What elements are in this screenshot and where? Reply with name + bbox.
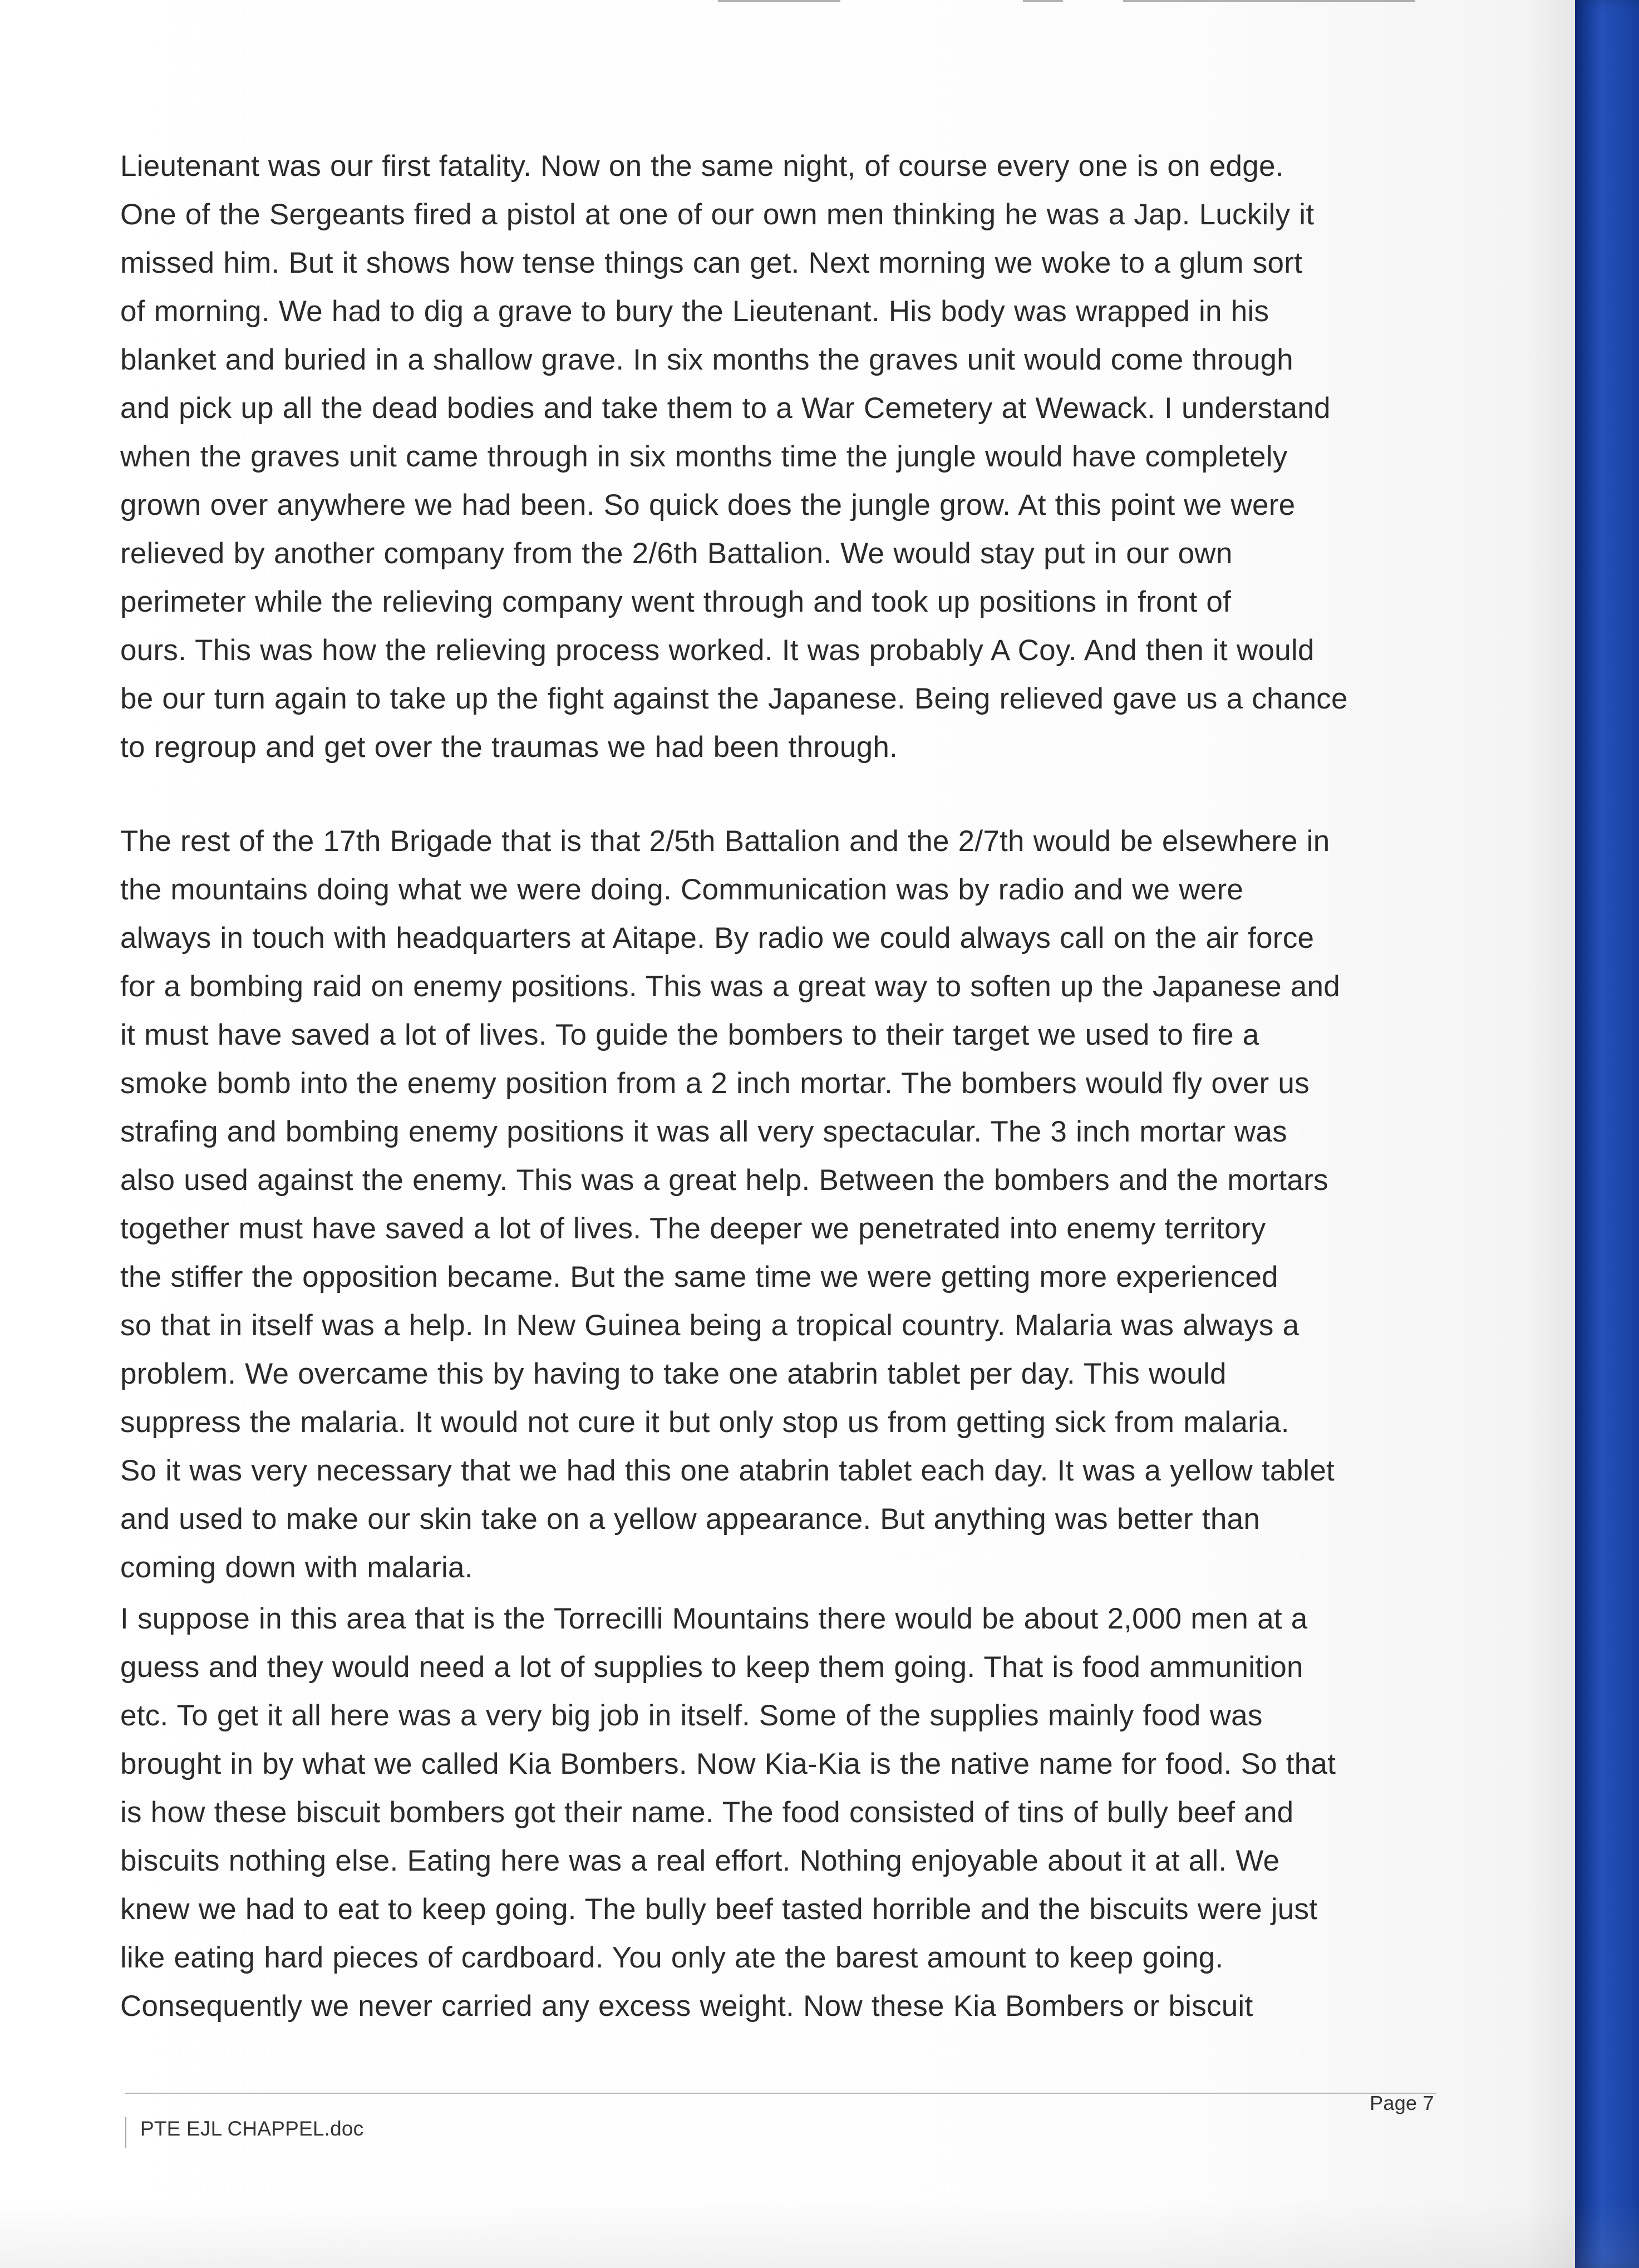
paragraph-3-line-2: guess and they would need a lot of supplies to keep them going. That is food ammunition — [120, 1651, 1303, 1684]
paragraph-2-line-1: The rest of the 17th Brigade that is that 2/5th Battalion and the 2/7th would be elsewhere in — [120, 825, 1330, 858]
paragraph-2-line-11: so that in itself was a help. In New Guinea being a tropical country. Malaria was always a — [120, 1309, 1300, 1342]
paragraph-3-line-8: like eating hard pieces of cardboard. You only ate the barest amount to keep going. — [120, 1941, 1224, 1974]
paragraph-2-line-7: strafing and bombing enemy positions it was all very spectacular. The 3 inch mortar was — [120, 1115, 1287, 1148]
paragraph-3-line-6: biscuits nothing else. Eating here was a real effort. Nothing enjoyable about it at all. We — [120, 1844, 1280, 1877]
paragraph-2-line-5: it must have saved a lot of lives. To guide the bombers to their target we used to fire a — [120, 1019, 1259, 1051]
paragraph-1-line-1: Lieutenant was our first fatality. Now on the same night, of course every one is on edge. — [120, 150, 1284, 183]
scan-artifact-top-left — [718, 0, 840, 2]
paragraph-1-line-3: missed him. But it shows how tense things can get. Next morning we woke to a glum sort — [120, 247, 1303, 279]
paragraph-1-line-5: blanket and buried in a shallow grave. In six months the graves unit would come through — [120, 343, 1293, 376]
paragraph-1-line-12: be our turn again to take up the fight against the Japanese. Being relieved gave us a chance — [120, 682, 1348, 715]
paragraph-3-line-7: knew we had to eat to keep going. The bully beef tasted horrible and the biscuits were just — [120, 1893, 1318, 1926]
binding-shadow — [1525, 0, 1575, 2268]
footer-left-mark — [125, 2117, 126, 2148]
footer-filename: PTE EJL CHAPPEL.doc — [140, 2117, 364, 2140]
paragraph-3-line-1: I suppose in this area that is the Torrecilli Mountains there would be about 2,000 men at a — [120, 1602, 1308, 1635]
paragraph-2-line-12: problem. We overcame this by having to take one atabrin tablet per day. This would — [120, 1357, 1227, 1390]
paragraph-1-line-6: and pick up all the dead bodies and take them to a War Cemetery at Wewack. I understand — [120, 392, 1331, 425]
paragraph-1 — [120, 142, 1434, 771]
paragraph-1-line-11: ours. This was how the relieving process worked. It was probably A Coy. And then it would — [120, 634, 1315, 667]
paragraph-1-line-2: One of the Sergeants fired a pistol at one of our own men thinking he was a Jap. Luckily it — [120, 198, 1315, 231]
paragraph-2-line-13: suppress the malaria. It would not cure it but only stop us from getting sick from malaria. — [120, 1406, 1289, 1439]
paragraph-2-line-8: also used against the enemy. This was a great help. Between the bombers and the mortars — [120, 1164, 1328, 1197]
paragraph-3-line-5: is how these biscuit bombers got their name. The food consisted of tins of bully beef and — [120, 1796, 1294, 1829]
paragraph-2-line-3: always in touch with headquarters at Aitape. By radio we could always call on the air force — [120, 922, 1315, 955]
paragraph-2-line-2: the mountains doing what we were doing. Communication was by radio and we were — [120, 873, 1244, 906]
paragraph-2-line-16: coming down with malaria. — [120, 1551, 473, 1584]
paragraph-1-line-8: grown over anywhere we had been. So quick does the jungle grow. At this point we were — [120, 489, 1296, 522]
paragraph-1-line-13: to regroup and get over the traumas we had been through. — [120, 731, 898, 764]
scan-artifact-top-right — [1123, 0, 1415, 2]
paragraph-3-line-4: brought in by what we called Kia Bombers. Now Kia-Kia is the native name for food. So that — [120, 1748, 1336, 1780]
scan-artifact-top-middle — [1023, 0, 1063, 2]
paragraph-2-line-9: together must have saved a lot of lives. The deeper we penetrated into enemy territory — [120, 1212, 1266, 1245]
paragraph-2-line-6: smoke bomb into the enemy position from a 2 inch mortar. The bombers would fly over us — [120, 1067, 1310, 1100]
paragraph-2-line-4: for a bombing raid on enemy positions. This was a great way to soften up the Japanese and — [120, 970, 1340, 1003]
paragraph-1-line-4: of morning. We had to dig a grave to bury the Lieutenant. His body was wrapped in his — [120, 295, 1269, 328]
paragraph-3-line-3: etc. To get it all here was a very big job in itself. Some of the supplies mainly food was — [120, 1699, 1263, 1732]
bottom-shadow — [0, 2201, 1639, 2268]
document-page — [120, 142, 1434, 2146]
blue-binding-edge — [1575, 0, 1639, 2268]
paragraph-1-line-9: relieved by another company from the 2/6th Battalion. We would stay put in our own — [120, 537, 1233, 570]
paragraph-1-line-10: perimeter while the relieving company went through and took up positions in front of — [120, 586, 1232, 618]
paragraph-2-line-15: and used to make our skin take on a yellow appearance. But anything was better than — [120, 1503, 1261, 1536]
paragraph-2 — [120, 817, 1434, 1592]
paragraph-2-line-10: the stiffer the opposition became. But the same time we were getting more experienced — [120, 1261, 1278, 1293]
paragraph-2-line-14: So it was very necessary that we had this one atabrin tablet each day. It was a yellow tablet — [120, 1454, 1335, 1487]
paragraph-1-line-7: when the graves unit came through in six months time the jungle would have completely — [120, 440, 1288, 473]
page-number: Page 7 — [1370, 2092, 1434, 2114]
paragraph-3-line-9: Consequently we never carried any excess weight. Now these Kia Bombers or biscuit — [120, 1990, 1253, 2023]
footer-divider — [125, 2093, 1436, 2094]
paragraph-3 — [120, 1595, 1434, 2030]
